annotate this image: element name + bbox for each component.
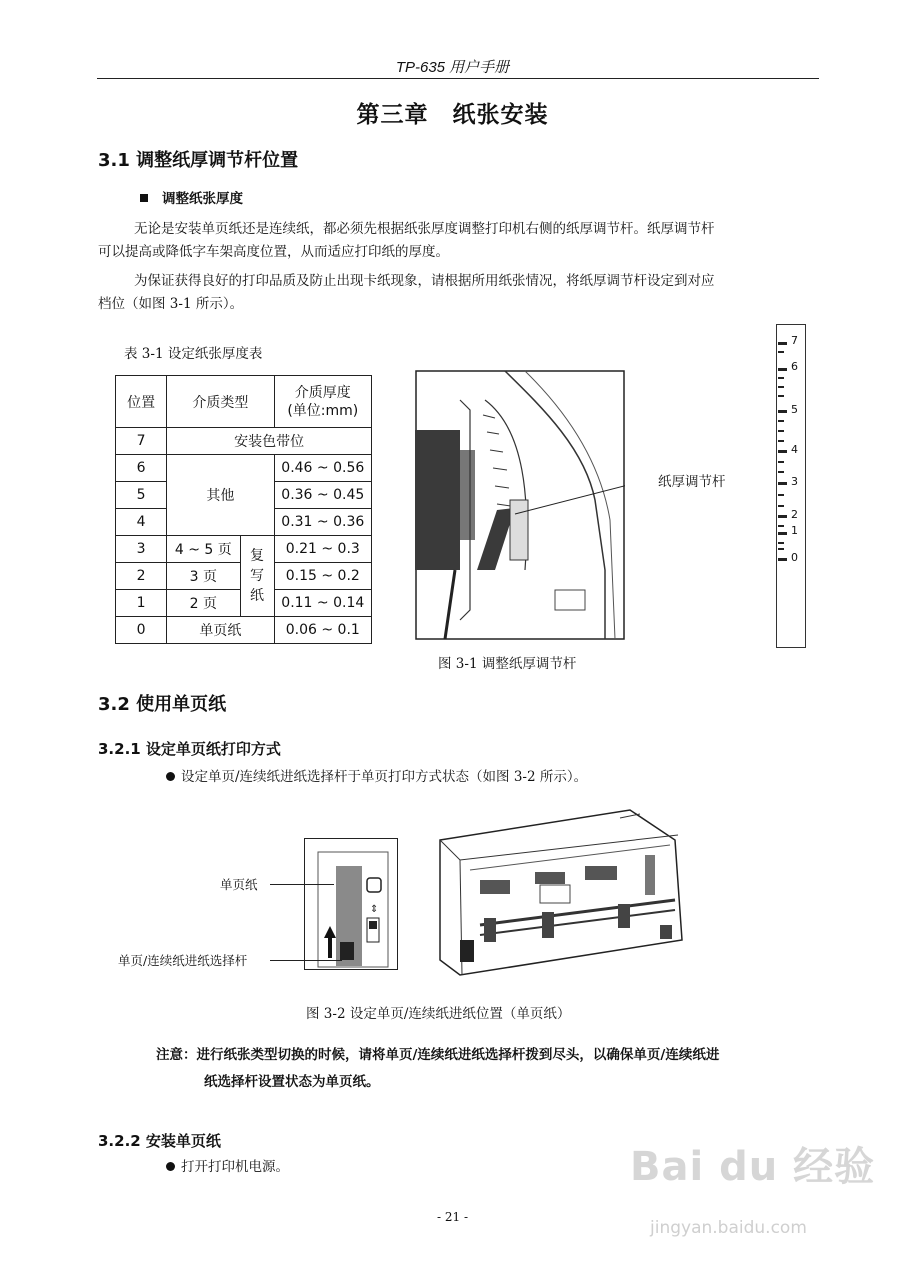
- square-bullet-icon: [140, 194, 148, 202]
- lever-illustration: [415, 370, 625, 640]
- cell-pos-6: 6: [116, 455, 167, 482]
- scale-label-5: 5: [791, 403, 798, 416]
- copy-char-3: 纸: [250, 588, 265, 604]
- header-rule: [97, 78, 819, 79]
- cell-type-3: 4 ~ 5 页: [167, 536, 240, 563]
- cell-ribbon-position: 安装色带位: [167, 428, 372, 455]
- cell-thick-5: 0.36 ~ 0.45: [274, 482, 371, 509]
- scale-label-2: 2: [791, 508, 798, 521]
- dot-bullet-icon: [166, 1162, 175, 1171]
- cell-thick-0: 0.06 ~ 0.1: [274, 617, 371, 644]
- chapter-title: 第三章 纸张安装: [356, 102, 549, 128]
- header-thickness-line-1: 介质厚度: [294, 384, 351, 401]
- cell-pos-3: 3: [116, 536, 167, 563]
- header-thickness-line-2: (单位:mm): [287, 402, 359, 419]
- svg-text:⇕: ⇕: [370, 904, 379, 915]
- paragraph-2: [98, 270, 826, 316]
- header-position: 位置: [116, 376, 167, 428]
- copy-char-1: 复: [250, 548, 265, 564]
- fig-3-2-label-single-sheet: 单页纸: [220, 877, 258, 892]
- scale-label-1: 1: [791, 524, 798, 537]
- baidu-watermark-logo: Bai du 经验: [630, 1144, 876, 1190]
- header-media-thickness: [274, 376, 371, 428]
- section-3-2-heading: 3.2 使用单页纸: [98, 694, 227, 715]
- bullet-text: 打开打印机电源。: [181, 1159, 289, 1175]
- section-3-2-1-heading: 3.2.1 设定单页纸打印方式: [98, 740, 281, 758]
- paragraph-1-line-2: 可以提高或降低字车架高度位置，从而适应打印纸的厚度。: [98, 244, 449, 260]
- section-3-1-heading: 3.1 调整纸厚调节杆位置: [98, 150, 299, 171]
- label-b-leader-line: [270, 960, 342, 961]
- scale-label-4: 4: [791, 443, 798, 456]
- cell-pos-4: 4: [116, 509, 167, 536]
- note-line-2: 纸选择杆设置状态为单页纸。: [204, 1074, 380, 1090]
- cell-pos-2: 2: [116, 563, 167, 590]
- cell-type-2: 3 页: [167, 563, 240, 590]
- fig-3-1-callout: 纸厚调节杆: [658, 474, 726, 490]
- section-3-2-2-heading: 3.2.2 安装单页纸: [98, 1132, 221, 1150]
- fig-3-2-caption: 图 3-2 设定单页/连续纸进纸位置（单页纸）: [306, 1006, 571, 1022]
- scale-label-0: 0: [791, 551, 798, 564]
- fig-3-1-caption: 图 3-1 调整纸厚调节杆: [438, 656, 577, 672]
- page-number: - 21 -: [436, 1210, 468, 1224]
- paragraph-2-line-2: 档位（如图 3-1 所示）。: [98, 296, 244, 312]
- fig-3-2-label-feed-selector: 单页/连续纸进纸选择杆: [118, 953, 248, 968]
- table-3-1-caption: 表 3-1 设定纸张厚度表: [124, 346, 263, 362]
- bullet-text: 设定单页/连续纸进纸选择杆于单页打印方式状态（如图 3-2 所示）。: [181, 769, 588, 785]
- paragraph-1-line-1: 无论是安装单页纸还是连续纸，都必须先根据纸张厚度调整打印机右侧的纸厚调节杆。纸厚调节杆: [134, 221, 715, 237]
- dot-bullet-icon: [166, 772, 175, 781]
- cell-single-sheet: 单页纸: [167, 617, 274, 644]
- cell-other: 其他: [167, 455, 274, 536]
- bullet-set-single-sheet: [166, 766, 587, 789]
- printer-illustration: [400, 800, 690, 980]
- cell-type-1: 2 页: [167, 590, 240, 617]
- scale-label-6: 6: [791, 360, 798, 373]
- bullet-power-on: [166, 1156, 289, 1179]
- bullet-adjust-thickness: [140, 188, 243, 211]
- scale-label-3: 3: [791, 475, 798, 488]
- cell-pos-7: 7: [116, 428, 167, 455]
- running-header: TP-635 用户手册: [395, 59, 510, 76]
- paragraph-1: [98, 218, 826, 264]
- bullet-text: 调整纸张厚度: [162, 191, 243, 207]
- note-block: [156, 1042, 836, 1096]
- note-line-1: 注意：进行纸张类型切换的时候，请将单页/连续纸进纸选择杆拨到尽头，以确保单页/连续纸进: [156, 1047, 720, 1063]
- baidu-watermark-url: jingyan.baidu.com: [650, 1218, 807, 1238]
- cell-thick-6: 0.46 ~ 0.56: [274, 455, 371, 482]
- copy-char-2: 写: [250, 568, 265, 584]
- cell-thick-2: 0.15 ~ 0.2: [274, 563, 371, 590]
- cell-pos-0: 0: [116, 617, 167, 644]
- cell-thick-1: 0.11 ~ 0.14: [274, 590, 371, 617]
- label-a-leader-line: [270, 884, 334, 885]
- lever-closeup-illustration: [304, 838, 398, 970]
- cell-copy-paper: [240, 536, 274, 617]
- scale-label-7: 7: [791, 334, 798, 347]
- cell-thick-4: 0.31 ~ 0.36: [274, 509, 371, 536]
- cell-pos-1: 1: [116, 590, 167, 617]
- header-media-type: 介质类型: [167, 376, 274, 428]
- paper-thickness-table: [115, 375, 372, 644]
- cell-pos-5: 5: [116, 482, 167, 509]
- paragraph-2-line-1: 为保证获得良好的打印品质及防止出现卡纸现象，请根据所用纸张情况，将纸厚调节杆设定到对应: [134, 273, 715, 289]
- cell-thick-3: 0.21 ~ 0.3: [274, 536, 371, 563]
